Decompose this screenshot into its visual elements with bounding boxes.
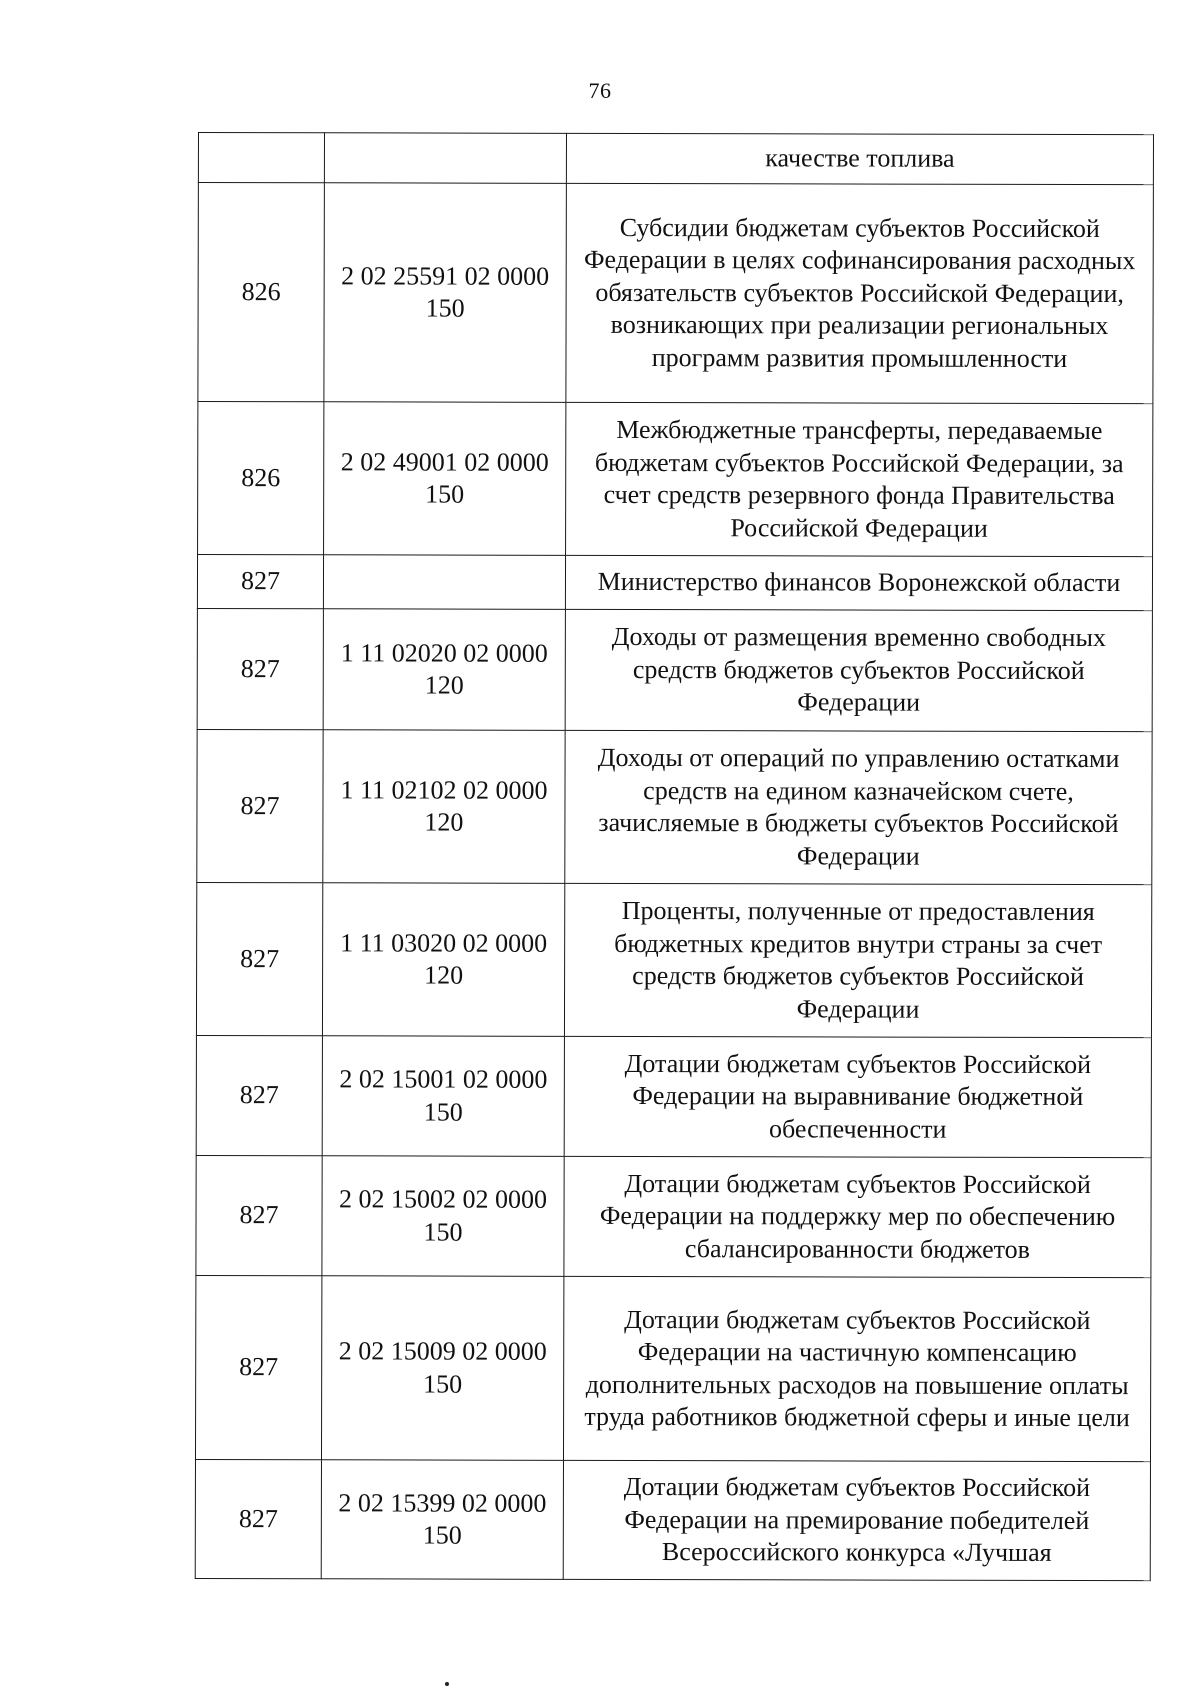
income-name-cell: Субсидии бюджетам субъектов Российской Федерации в целях софинансирования расходных обязательств субъектов Российской Федерации, возникающих при реализации региональных программ развития промышленности [566,183,1153,403]
admin-code-cell: 827 [196,882,322,1035]
table-row [197,608,1152,731]
scan-speck [445,1682,449,1686]
income-code-line: 2 02 15001 02 0000 [339,1064,548,1094]
admin-code-cell: 827 [195,1275,321,1459]
income-code-suffix: 150 [422,1520,462,1550]
income-code-cell [322,1036,564,1157]
table-row [198,402,1153,557]
income-name-cell: Доходы от операций по управлению остатками средств на едином казначейском счете, зачисляемые в бюджеты субъектов Российской Федерации [565,730,1152,884]
admin-code-cell: 826 [198,402,324,555]
table-row [197,729,1152,884]
income-code-cell [321,1276,563,1461]
income-name-cell: Дотации бюджетам субъектов Российской Федерации на выравнивание бюджетной обеспеченности [564,1036,1151,1157]
income-code-line: 2 02 49001 02 0000 [340,446,549,477]
income-name-cell: Доходы от размещения временно свободных средств бюджетов субъектов Российской Федерации [565,609,1152,731]
admin-code-cell: 827 [196,1155,322,1275]
income-name-cell: Проценты, полученные от предоставления бюджетных кредитов внутри страны за счет средств бюджетов субъектов Российской Федерации [564,883,1151,1037]
table-row [198,133,1153,185]
income-code-cell [323,555,565,610]
income-code-suffix [327,158,564,159]
income-code-line: 1 11 02102 02 0000 [340,774,548,805]
income-code-cell [324,402,566,556]
income-code-line: 1 11 03020 02 0000 [340,927,548,958]
income-code-suffix: 120 [424,960,464,990]
income-code-line: 2 02 15002 02 0000 [339,1184,548,1214]
income-code-line [326,582,563,583]
table-row [196,1035,1151,1157]
income-code-cell [322,883,564,1037]
income-code-line [327,158,564,159]
income-name-cell: Межбюджетные трансферты, передаваемые бюджетам субъектов Российской Федерации, за счет средств резервного фонда Правительства Российской Федерации [566,402,1153,556]
table-row [196,1155,1151,1277]
income-code-suffix: 150 [425,293,465,323]
income-name-cell: Дотации бюджетам субъектов Российской Федерации на премирование победителей Всероссийского конкурса «Лучшая [563,1460,1150,1580]
income-name-cell: Дотации бюджетам субъектов Российской Федерации на частичную компенсацию дополнительных расходов на повышение оплаты труда работников бюджетной сферы и иные цели [563,1276,1150,1461]
income-code-suffix: 150 [425,479,465,509]
admin-code-cell: 826 [198,183,324,402]
table-row [198,183,1153,404]
income-code-suffix: 150 [423,1097,463,1127]
income-codes-table [195,132,1154,1581]
table-row [195,1459,1150,1580]
admin-code-cell: 827 [197,555,323,609]
admin-code-cell: 827 [196,1035,322,1155]
income-code-cell [322,1156,564,1277]
income-code-line: 2 02 15009 02 0000 [338,1336,547,1366]
admin-code-cell: 827 [197,729,323,882]
table-row [197,555,1152,611]
income-code-suffix: 150 [423,1217,463,1247]
table-body [195,133,1153,1581]
income-name-cell: Дотации бюджетам субъектов Российской Федерации на поддержку мер по обеспечению сбалансированности бюджетов [564,1156,1151,1277]
admin-code-cell: 827 [197,608,323,729]
income-code-line: 1 11 02020 02 0000 [340,637,548,668]
table-row [196,882,1151,1037]
income-name-cell: качестве топлива [566,133,1153,184]
income-code-cell [323,730,565,884]
income-code-suffix [326,582,563,583]
income-code-cell [321,1460,563,1580]
income-code-suffix: 120 [424,807,464,837]
income-code-cell [324,133,566,184]
income-code-suffix: 150 [423,1369,463,1399]
table-row [195,1275,1150,1461]
admin-code-cell [198,133,324,183]
admin-code-cell: 827 [195,1459,321,1578]
income-code-cell [324,183,566,403]
income-code-line: 2 02 25591 02 0000 [341,260,550,291]
page-number: 76 [588,78,612,103]
income-name-cell: Министерство финансов Воронежской области [565,555,1152,610]
income-code-line: 2 02 15399 02 0000 [338,1487,547,1518]
income-code-suffix: 120 [424,670,464,700]
income-code-cell [323,609,565,731]
